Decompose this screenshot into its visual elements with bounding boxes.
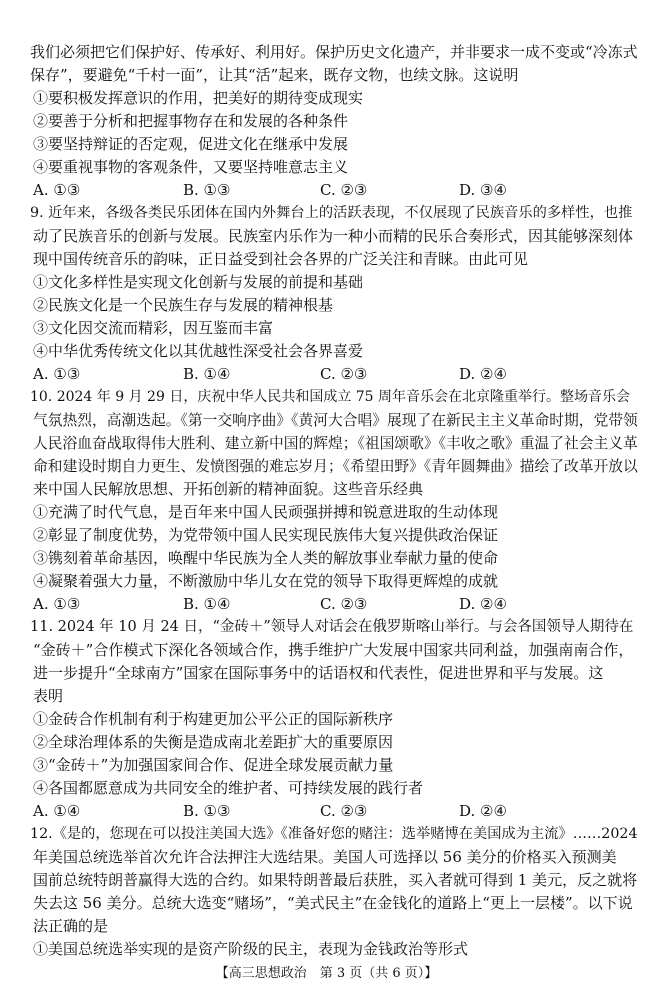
q11-stem-line: 11. 2024 年 10 月 24 日，“金砖＋”领导人对话会在俄罗斯喀山举行。与会各国领导人期待在: [30, 619, 634, 635]
q12-stem-line: 年美国总统选举首次允许合法押注大选结果。美国人可选择以 56 美分的价格买入预测美: [33, 848, 617, 866]
q10-stem-line: 气氛热烈，高潮迭起。《第一交响序曲》《黄河大合唱》展现了在新民主主义革命时期，党带领: [33, 412, 638, 429]
q8-item-1: ①要积极发挥意识的作用，把美好的期待变成现实: [33, 89, 364, 107]
question-10: [30, 386, 638, 616]
question-8: [30, 41, 638, 202]
q9-option-c[interactable]: C. ②③: [320, 365, 368, 383]
q8-option-c[interactable]: C. ②③: [320, 181, 368, 199]
q12-stem-line: 12.《是的，您现在可以投注美国大选》《准备好您的赌注：选举赌博在美国成为主流》……2024: [30, 826, 638, 842]
q9-item-4: ④中华优秀传统文化以其优越性深受社会各界喜爱: [33, 342, 364, 360]
q9-option-a[interactable]: A. ①③: [33, 365, 81, 383]
q9-item-3: ③文化因交流而精彩，因互鉴而丰富: [33, 319, 274, 337]
q11-stem-line: “金砖＋”合作模式下深化各领域合作，携手维护广大发展中国家共同利益，加强南南合作，: [33, 641, 634, 659]
q10-option-c[interactable]: C. ②③: [320, 595, 368, 613]
q8-option-a[interactable]: A. ①③: [33, 181, 81, 199]
question-11: [30, 616, 638, 823]
q8-item-2: ②要善于分析和把握事物存在和发展的各种条件: [33, 112, 349, 130]
q8-item-3: ③要坚持辩证的否定观，促进文化在继承中发展: [33, 135, 349, 153]
q9-option-d[interactable]: D. ②④: [459, 365, 507, 383]
q11-option-a[interactable]: A. ①④: [33, 802, 81, 820]
q9-item-1: ①文化多样性是实现文化创新与发展的前提和基础: [33, 273, 364, 291]
q8-option-b[interactable]: B. ①③: [183, 181, 231, 199]
q11-stem-line: 进一步提升“全球南方”国家在国际事务中的话语权和代表性，促进世界和平与发展。这: [33, 664, 604, 682]
q12-stem-line: 失去这 56 美分。总统大选变“赌场”，“美式民主”在金钱化的道路上“更上一层楼”。以下说: [33, 894, 633, 912]
q10-stem-line: 10. 2024 年 9 月 29 日，庆祝中华人民共和国成立 75 周年音乐会在北京隆重举行。整场音乐会: [30, 389, 631, 405]
page-footer: 【高三思想政治 第 3 页（共 6 页）】: [215, 966, 438, 981]
q10-options: [30, 593, 638, 616]
q11-item-1: ①金砖合作机制有利于构建更加公平公正的国际新秩序: [33, 710, 394, 728]
q10-option-d[interactable]: D. ②④: [459, 595, 507, 613]
q8-item-4: ④要重视事物的客观条件，又要坚持唯意志主义: [33, 158, 349, 176]
q11-options: [30, 800, 638, 823]
question-12: [30, 823, 638, 961]
q10-item-2: ②彰显了制度优势，为党带领中国人民实现民族伟大复兴提供政治保证: [33, 526, 499, 544]
q11-option-c[interactable]: C. ②③: [320, 802, 368, 820]
q10-stem-line: 来中国人民解放思想、开拓创新的精神面貌。这些音乐经典: [33, 480, 424, 498]
q11-option-d[interactable]: D. ②④: [459, 802, 507, 820]
q9-stem-line: 现中国传统音乐的韵味，正日益受到社会各界的广泛关注和青睐。由此可见: [33, 250, 529, 268]
q10-stem-line: 人民浴血奋战取得伟大胜利、建立新中国的辉煌；《祖国颂歌》《丰收之歌》重温了社会主义革: [33, 435, 638, 452]
q8-option-d[interactable]: D. ③④: [459, 181, 507, 199]
q12-stem-line: 法正确的是: [33, 917, 109, 935]
q9-options: [30, 363, 638, 386]
q9-stem-line: 动了民族音乐的创新与发展。民族室内乐作为一种小而精的民乐合奏形式，因其能够深刻体: [33, 227, 634, 245]
q10-stem-line: 命和建设时期自力更生、发愤图强的难忘岁月；《希望田野》《青年圆舞曲》描绘了改革开放以: [33, 458, 638, 475]
q10-option-b[interactable]: B. ①④: [183, 595, 231, 613]
page-content: [30, 41, 638, 961]
q11-item-4: ④各国都愿意成为共同安全的维护者、可持续发展的践行者: [33, 779, 424, 797]
q10-item-4: ④凝聚着强大力量，不断激励中华儿女在党的领导下取得更辉煌的成就: [33, 572, 499, 590]
q10-item-1: ①充满了时代气息，是百年来中国人民顽强拼搏和锐意进取的生动体现: [33, 503, 499, 521]
q11-stem-line: 表明: [33, 687, 64, 705]
q11-option-b[interactable]: B. ①③: [183, 802, 231, 820]
q8-stem-line: 保存”，要避免“千村一面”，让其“活”起来，既存文物，也续文脉。这说明: [30, 66, 519, 84]
q12-stem-line: 国前总统特朗普赢得大选的合约。如果特朗普最后获胜，买入者就可得到 1 美元，反之就将: [33, 871, 638, 889]
q12-item-1: ①美国总统选举实现的是资产阶级的民主，表现为金钱政治等形式: [33, 940, 469, 958]
q9-option-b[interactable]: B. ①④: [183, 365, 231, 383]
q10-option-a[interactable]: A. ①③: [33, 595, 81, 613]
q9-stem-line: 9. 近年来，各级各类民乐团体在国内外舞台上的活跃表现，不仅展现了民族音乐的多样性，也推: [30, 205, 633, 221]
q9-item-2: ②民族文化是一个民族生存与发展的精神根基: [33, 296, 334, 314]
q11-item-3: ③“金砖＋”为加强国家间合作、促进全球发展贡献力量: [33, 756, 394, 774]
q8-options: [30, 179, 638, 202]
q8-stem-line: 我们必须把它们保护好、传承好、利用好。保护历史文化遗产，并非要求一成不变或“冷冻式: [30, 43, 638, 61]
q10-item-3: ③镌刻着革命基因，唤醒中华民族为全人类的解放事业奉献力量的使命: [33, 549, 499, 567]
question-9: [30, 202, 638, 386]
q11-item-2: ②全球治理体系的失衡是造成南北差距扩大的重要原因: [33, 733, 394, 751]
